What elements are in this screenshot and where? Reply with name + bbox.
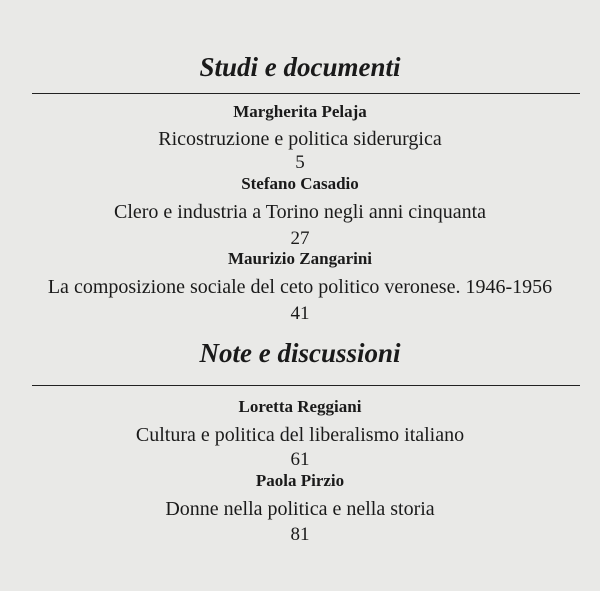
- entry-author: Margherita Pelaja: [233, 102, 367, 121]
- entry-author: Maurizio Zangarini: [227, 249, 373, 268]
- entry-author: Paola Pirzio: [255, 471, 345, 490]
- entry-page: 61: [290, 449, 310, 470]
- entry-page: 41: [290, 303, 310, 324]
- divider: [32, 385, 580, 386]
- entry-title: Donne nella politica e nella storia: [165, 498, 435, 520]
- entry-page: 5: [295, 152, 305, 173]
- entry-author: Stefano Casadio: [241, 174, 359, 193]
- entry-title: Cultura e politica del liberalismo italiano: [135, 424, 465, 446]
- section-heading: Studi e documenti: [199, 52, 401, 82]
- divider: [32, 93, 580, 94]
- entry-title: Ricostruzione e politica siderurgica: [158, 128, 442, 150]
- entry-author: Loretta Reggiani: [238, 397, 362, 416]
- entry-title: La composizione sociale del ceto politico veronese. 1946-1956: [47, 276, 553, 298]
- section-heading: Note e discussioni: [199, 338, 401, 368]
- entry-title: Clero e industria a Torino negli anni cinquanta: [113, 201, 487, 223]
- entry-page: 81: [290, 524, 310, 545]
- entry-page: 27: [290, 228, 310, 249]
